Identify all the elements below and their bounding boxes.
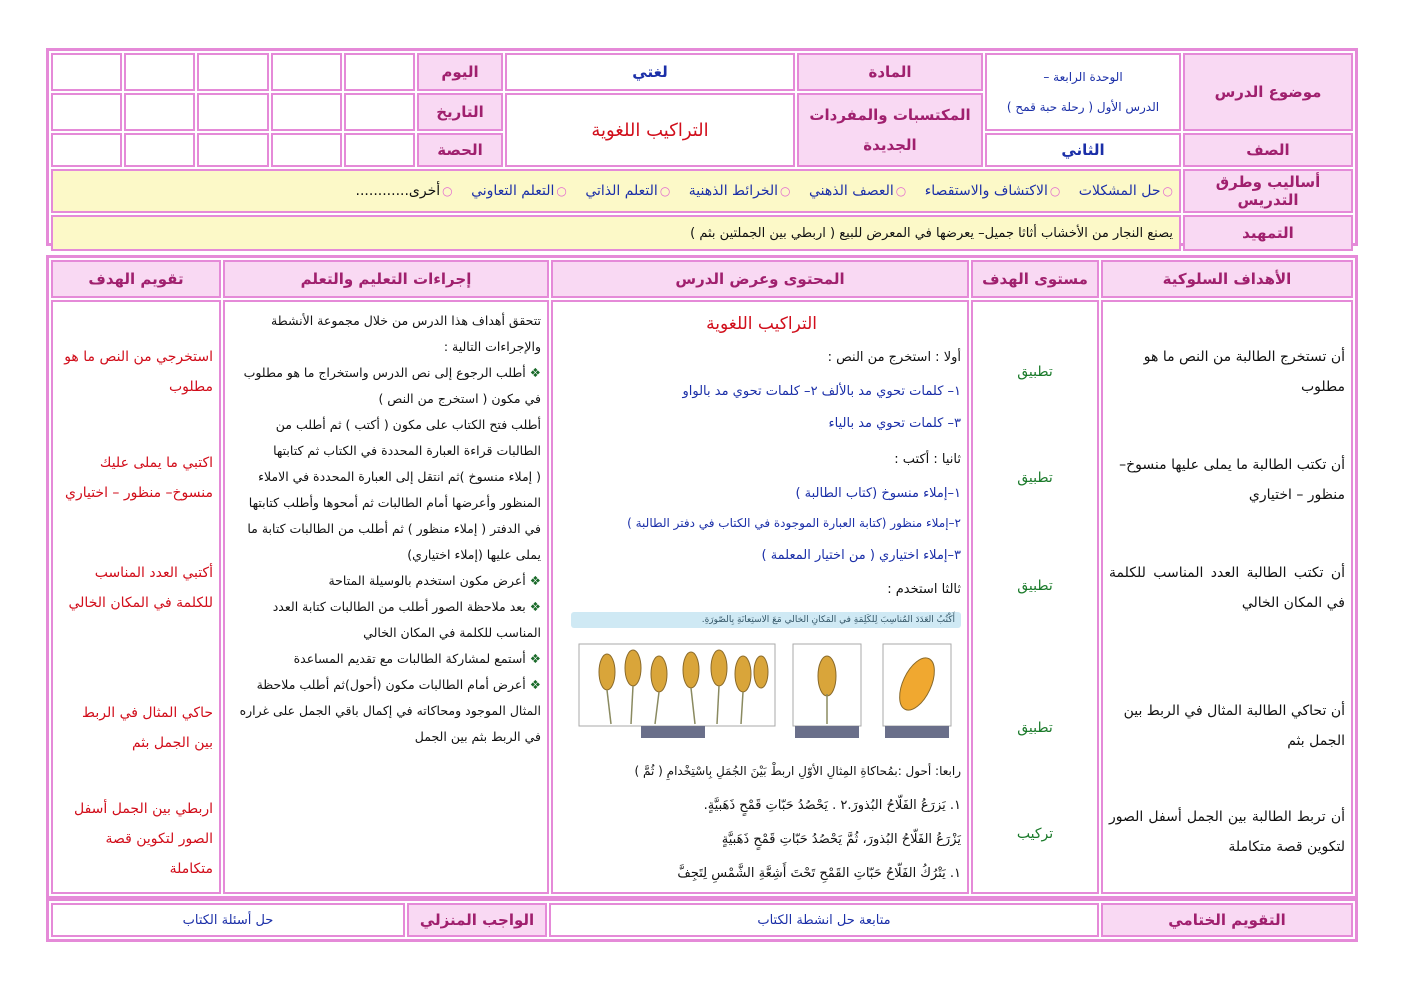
footer-table: [46, 898, 1358, 942]
procedures-cell: [223, 300, 549, 894]
vocab-label: المكتسبات والمفردات الجديدة: [797, 93, 983, 167]
methods-label: أساليب وطرق التدريس: [1183, 169, 1353, 213]
method-item: ○التعلم التعاوني: [471, 183, 567, 199]
evaluation-item: اربطي بين الجمل أسفل الصور لتكوين قصة متكاملة: [73, 801, 213, 877]
period-label: الحصة: [417, 133, 503, 167]
level-item: تطبيق: [1017, 470, 1053, 486]
content-line: ١– كلمات تحوي مد بالألف ٢– كلمات تحوي مد بالواو: [682, 384, 961, 399]
method-item: ○أخرى............: [355, 183, 453, 199]
final-eval-value: متابعة حل انشطة الكتاب: [549, 903, 1099, 937]
date-cell-4: [124, 93, 195, 131]
evaluation-item: أكتبي العدد المناسب للكلمة في المكان الخالي: [68, 565, 213, 611]
procedure-item: ❖أطلب الرجوع إلى نص الدرس واستخراج ما هو مطلوب في مكون ( استخرج من النص ): [243, 365, 541, 406]
content-line: ١. يَزرَعُ الفَلّاحُ البُذورَ.٢ . يَحْصُدُ حَبّاتِ قَمْحٍ ذَهَبيَّةٍ.: [703, 798, 961, 813]
level-item: تركيب: [1016, 826, 1054, 842]
period-cell-5: [51, 133, 122, 167]
homework-value: حل أسئلة الكتاب: [51, 903, 405, 937]
lesson-table: [46, 255, 1358, 899]
col-level: مستوى الهدف: [971, 260, 1099, 298]
level-item: تطبيق: [1017, 578, 1053, 594]
col-objectives: الأهداف السلوكية: [1101, 260, 1353, 298]
col-procedures: إجراءات التعليم والتعلم: [223, 260, 549, 298]
date-label: التاريخ: [417, 93, 503, 131]
objective-item: أن تكتب الطالبة العدد المناسب للكلمة في المكان الخالي: [1109, 565, 1345, 611]
evaluation-item: استخرجي من النص ما هو مطلوب: [64, 349, 213, 395]
subject-label: المادة: [797, 53, 983, 91]
levels-cell: [971, 300, 1099, 894]
class-value: الثاني: [985, 133, 1181, 167]
content-line: ٣– كلمات تحوي مد بالياء: [828, 416, 961, 431]
intro-text: يصنع النجار من الأخشاب أثاثا جميل– يعرضها في المعرض للبيع ( اربطي بين الجملتين بثم ): [51, 215, 1181, 251]
period-cell-4: [124, 133, 195, 167]
period-cell-1: [344, 133, 415, 167]
content-line: ثالثا استخدم :: [887, 582, 961, 597]
topic-line1: الوحدة الرابعة –: [1043, 70, 1123, 84]
method-item: ○حل المشكلات: [1078, 183, 1173, 199]
content-line: أولا : استخرج من النص :: [827, 350, 961, 365]
content-line: ثانيا : أكتب :: [894, 452, 961, 467]
date-cell-5: [51, 93, 122, 131]
wheat-illustration: [571, 612, 961, 752]
objective-item: أن تحاكي الطالبة المثال في الربط بين الجمل بثم: [1123, 703, 1345, 749]
content-cell: [551, 300, 969, 894]
content-line: ١–إملاء منسوخ (كتاب الطالبة ): [795, 486, 961, 501]
method-item: ○الخرائط الذهنية: [688, 183, 791, 199]
topic-value: [985, 53, 1181, 131]
image-label: واحِدَة: [906, 744, 928, 754]
period-cell-2: [271, 133, 342, 167]
objectives-cell: [1101, 300, 1353, 894]
day-cell-3: [197, 53, 268, 91]
content-line: ١. يَتْرُكُ الفَلّاحُ حَبّاتِ القَمْحِ تَحْتَ أَشِعَّةِ الشَّمْسِ لِتَجِفَّ: [677, 866, 961, 881]
procedure-item: أطلب فتح الكتاب على مكون ( أكتب ) ثم أطلب من الطالبات قراءة العبارة المحددة في الكتاب ثم كتابتها: [273, 417, 541, 458]
wheat-images: [571, 628, 961, 740]
day-cell-1: [344, 53, 415, 91]
col-evaluation: تقويم الهدف: [51, 260, 221, 298]
date-cell-2: [271, 93, 342, 131]
topic-label: موضوع الدرس: [1183, 53, 1353, 131]
class-label: الصف: [1183, 133, 1353, 167]
header-table: [46, 48, 1358, 246]
content-line: ٣–إملاء اختياري ( من اختيار المعلمة ): [761, 548, 961, 563]
objective-item: أن تكتب الطالبة ما يملى عليها منسوخ– منظور – اختياري: [1119, 457, 1345, 503]
topic-line2: الدرس الأول ( رحلة حبة قمح ): [1006, 100, 1160, 114]
procedure-item: ( إملاء منسوخ )ثم انتقل إلى العبارة المحددة في الاملاء المنظور وأعرضها أمام الطالبات ثم أمحوها وأطلب كتابتها في الدفتر ( إملاء منظور ) ثم أطلب من الطالبات كتابة ما يملى عليها (إملاء اختياري): [247, 469, 541, 562]
date-cell-3: [197, 93, 268, 131]
level-item: تطبيق: [1017, 364, 1053, 380]
procedure-item: ❖بعد ملاحظة الصور أطلب من الطالبات كتابة العدد المناسب للكلمة في المكان الخالي: [272, 599, 541, 640]
content-line: يَزْرَعُ الفَلّاحُ البُذورَ، ثُمَّ يَحْصُدُ حَبّاتِ قَمْحٍ ذَهَبيَّةٍ: [721, 832, 961, 847]
day-label: اليوم: [417, 53, 503, 91]
date-cell-1: [344, 93, 415, 131]
procedure-item: ❖أستمع لمشاركة الطالبات مع تقديم المساعدة: [293, 651, 541, 666]
homework-label: الواجب المنزلي: [407, 903, 547, 937]
vocab-value: التراكيب اللغوية: [505, 93, 795, 167]
image-label: سَبْع: [665, 744, 681, 754]
intro-label: التمهيد: [1183, 215, 1353, 251]
evaluation-item: حاكي المثال في الربط بين الجمل بثم: [82, 705, 213, 751]
col-content: المحتوى وعرض الدرس: [551, 260, 969, 298]
day-cell-4: [124, 53, 195, 91]
level-item: تطبيق: [1017, 720, 1053, 736]
method-item: ○التعلم الذاتي: [585, 183, 671, 199]
period-cell-3: [197, 133, 268, 167]
procedure-item: ❖أعرض مكون استخدم بالوسيلة المتاحة: [328, 573, 541, 588]
illustration-caption: أَكْتُبُ العَدَدَ المُناسِبَ لِلكَلِمَةِ في المَكانِ الخالي مَعَ الاستِعانَةِ بِالصّورَةِ.: [571, 612, 961, 628]
procedure-item: ❖أعرض أمام الطالبات مكون (أحول)ثم أطلب ملاحظة المثال الموجود ومحاكاته في إكمال باقي الجمل على غراره في الربط بثم بين الجمل: [239, 677, 541, 744]
method-item: ○الاكتشاف والاستقصاء: [924, 183, 1061, 199]
final-eval-label: التقويم الختامي: [1101, 903, 1353, 937]
evaluation-item: اكتبي ما يملى عليك منسوخ– منظور – اختياري: [64, 455, 213, 501]
content-title: التراكيب اللغوية: [706, 314, 817, 334]
method-item: ○العصف الذهني: [808, 183, 907, 199]
content-line: رابعا: أحول :بمُحاكاةِ المِثالِ الأوّلِ اربطْ بَيْنَ الجُمَلِ بِاسْتِخْدامِ ( ثُمَّ ): [634, 764, 961, 778]
day-cell-2: [271, 53, 342, 91]
image-label: واحِدَة: [816, 744, 838, 754]
subject-value: لغتي: [505, 53, 795, 91]
objective-item: أن تستخرج الطالبة من النص ما هو مطلوب: [1143, 349, 1345, 395]
evaluation-cell: [51, 300, 221, 894]
content-line: ٢–إملاء منظور (كتابة العبارة الموجودة في الكتاب في دفتر الطالبة ): [627, 516, 961, 530]
objective-item: أن تربط الطالبة بين الجمل أسفل الصور لتكوين قصة متكاملة: [1109, 809, 1345, 855]
methods-list: [51, 169, 1181, 213]
day-cell-5: [51, 53, 122, 91]
procedures-intro: تتحقق أهداف هذا الدرس من خلال مجموعة الأنشطة والإجراءات التالية :: [271, 313, 541, 354]
